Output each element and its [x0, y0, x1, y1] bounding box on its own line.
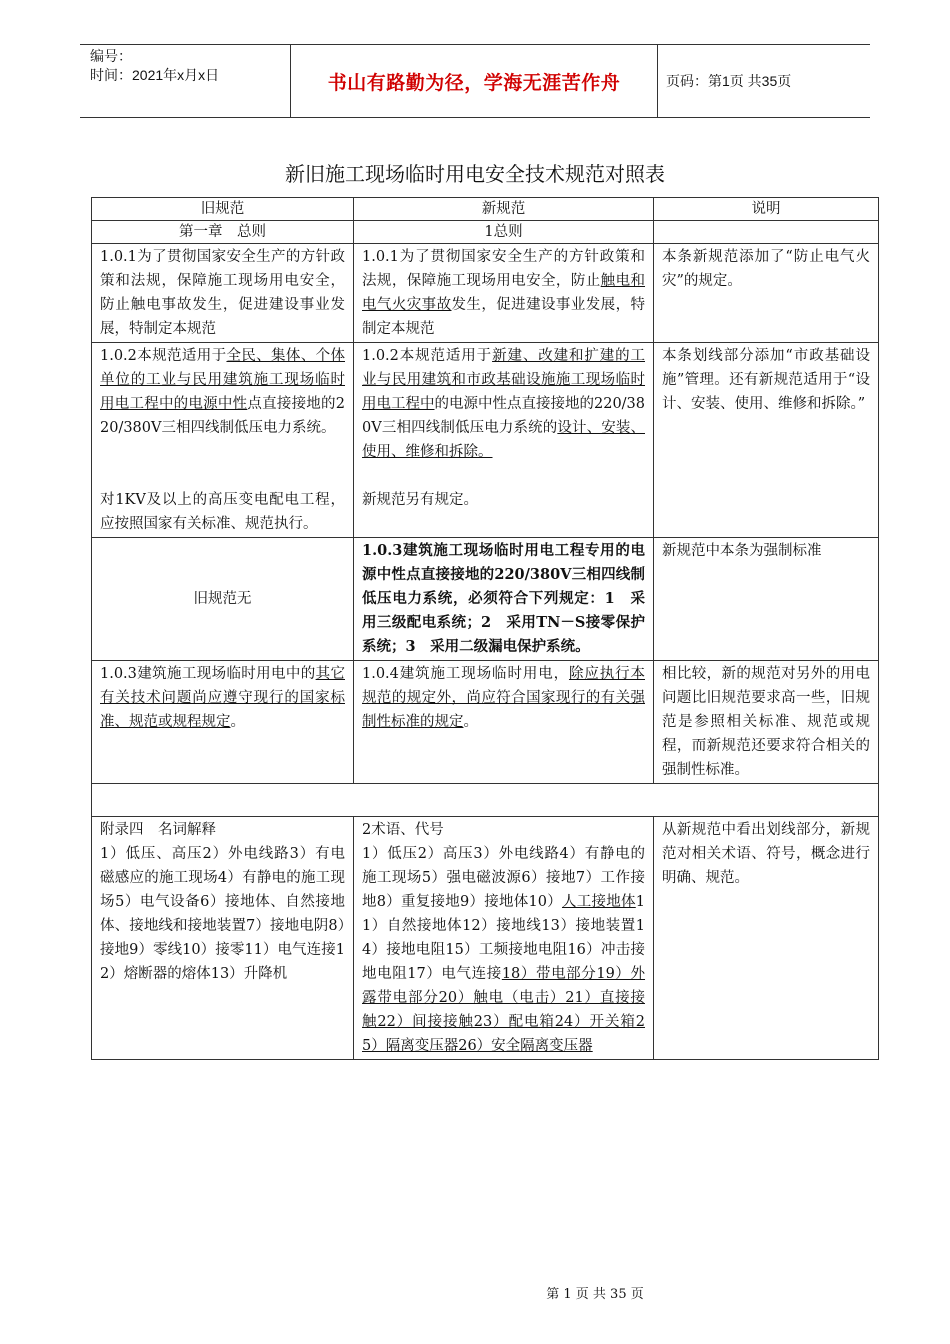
- cell-old: 旧规范无: [92, 538, 354, 661]
- document-number: 编号：: [90, 48, 132, 64]
- underlined-text: 新建、改建和扩建的工业与民用建筑和市政基础设施施工现场临时用电工程中: [362, 348, 645, 412]
- document-time: 时间：2021年x月x日: [90, 67, 220, 83]
- text-span: 11）自然接地体12）接地线13）接地装置14）接地电阻15）工频接地电阻16）冲击接地电阻17）电气连接: [362, 894, 645, 982]
- column-header-new: 新规范: [354, 198, 654, 221]
- text-paragraph: 1）低压、高压2）外电线路3）有电磁感应的施工现场4）有静电的施工现场5）电气设备6）接地体、自然接地体、接地线和接地装置7）接地电阴8）接地9）零线10）接零11）电气连接12）熔断器的熔体13）升降机: [100, 846, 345, 982]
- cell-new: [354, 244, 654, 343]
- underlined-text: 全民、集体、个体单位的工业与民用建筑施工现场临时用电工程中的电源中性: [100, 348, 345, 412]
- underlined-text: 除应执行本规范的规定外，尚应符合国家现行的有关强制性标准的规定: [362, 666, 645, 730]
- cell-note: 从新规范中看出划线部分，新规范对相关术语、符号，概念进行明确、规范。: [654, 817, 879, 1060]
- underlined-text: 其它有关技术问题尚应遵守现行的国家标准、规范或规程规定: [100, 666, 345, 730]
- text-span: 的电源中性点直接接地的220/380V三相四线制低压电力系统的: [362, 396, 646, 436]
- text-span: 1.0.4建筑施工现场临时用电，: [362, 666, 569, 682]
- cell-new: [354, 343, 654, 538]
- section-title: 附录四 名词解释: [100, 822, 216, 838]
- page-footer: 第 1 页 共 35 页: [546, 1287, 644, 1302]
- page-header: [80, 44, 870, 118]
- chapter-row: [92, 221, 879, 244]
- cell-note: 本条划线部分添加“市政基础设施”管理。还有新规范适用于“设计、安装、使用、维修和拆除。”: [654, 343, 879, 538]
- cell-old: 1.0.1为了贯彻国家安全生产的方针政策和法规，保障施工现场用电安全，防止触电事故发生，促进建设事业发展，特制定本规范: [92, 244, 354, 343]
- text-span: 1.0.2本规范适用于: [100, 348, 227, 364]
- table-row: [92, 244, 879, 343]
- table-row: [92, 343, 879, 538]
- empty-row: [92, 784, 879, 817]
- section-title: 2术语、代号: [362, 822, 444, 838]
- chapter-old: 第一章 总则: [92, 221, 354, 244]
- cell-old: [92, 817, 354, 1060]
- table-header-row: [92, 198, 879, 221]
- text-span: 1）低压2）高压3）外电线路4）有静电的施工现场5）强电磁波源6）接地7）工作接地8）重复接地9）接地体10）: [362, 846, 645, 910]
- cell-note: 新规范中本条为强制标准: [654, 538, 879, 661]
- underlined-text: 人工接地体: [561, 894, 636, 910]
- cell-new: [354, 817, 654, 1060]
- cell-new: [354, 661, 654, 784]
- chapter-note: [654, 221, 879, 244]
- underlined-text: 18）带电部分19）外露带电部分20）触电（电击）21）直接接触22）间接接触23）配电箱24）开关箱25）隔离变压器26）安全隔离变压器: [362, 966, 646, 1054]
- header-page-number: 页码：第1页 共35页: [666, 73, 792, 89]
- table-row: [92, 817, 879, 1060]
- column-header-old: 旧规范: [92, 198, 354, 221]
- table-row: [92, 661, 879, 784]
- text-span: 。: [463, 714, 478, 730]
- cell-note: 相比较，新的规范对另外的用电问题比旧规范要求高一些，旧规范是参照相关标准、规范或规程，而新规范还要求符合相关的强制性标准。: [654, 661, 879, 784]
- text-paragraph: 新规范另有规定。: [362, 492, 478, 508]
- cell-note: 本条新规范添加了“防止电气火灾”的规定。: [654, 244, 879, 343]
- header-meta: [90, 47, 280, 85]
- text-span: 1.0.1为了贯彻国家安全生产的方针政策和法规，保障施工现场用电安全，防止: [362, 249, 645, 289]
- column-header-note: 说明: [654, 198, 879, 221]
- header-motto: 书山有路勤为径，学海无涯苦作舟: [290, 45, 658, 117]
- text-span: 点直接接地的220/380V三相四线制低压电力系统。: [100, 396, 345, 436]
- underlined-text: 触电和电气火灾事故: [362, 273, 646, 313]
- text-span: 发生，促进建设事业发展，特制定本规范: [362, 297, 645, 337]
- empty-cell: [92, 784, 879, 817]
- comparison-table: [91, 197, 879, 1060]
- cell-new: 1.0.3建筑施工现场临时用电工程专用的电源中性点直接接地的220/380V三相四线制低压电力系统，必须符合下列规定：1 采用三级配电系统；2 采用TN－S接零保护系统；3 采用二级漏电保护系统。: [354, 538, 654, 661]
- text-span: 。: [230, 714, 245, 730]
- chapter-new: 1总则: [354, 221, 654, 244]
- text-span: 1.0.3建筑施工现场临时用电中的: [100, 666, 316, 682]
- underlined-text: 设计、安装、使用、维修和拆除。: [362, 420, 645, 460]
- table-row: [92, 538, 879, 661]
- document-title: 新旧施工现场临时用电安全技术规范对照表: [285, 162, 665, 186]
- cell-old: [92, 661, 354, 784]
- text-span: 1.0.2本规范适用于: [362, 348, 493, 364]
- text-paragraph: 对1KV及以上的高压变电配电工程，应按照国家有关标准、规范执行。: [100, 492, 345, 532]
- cell-old: [92, 343, 354, 538]
